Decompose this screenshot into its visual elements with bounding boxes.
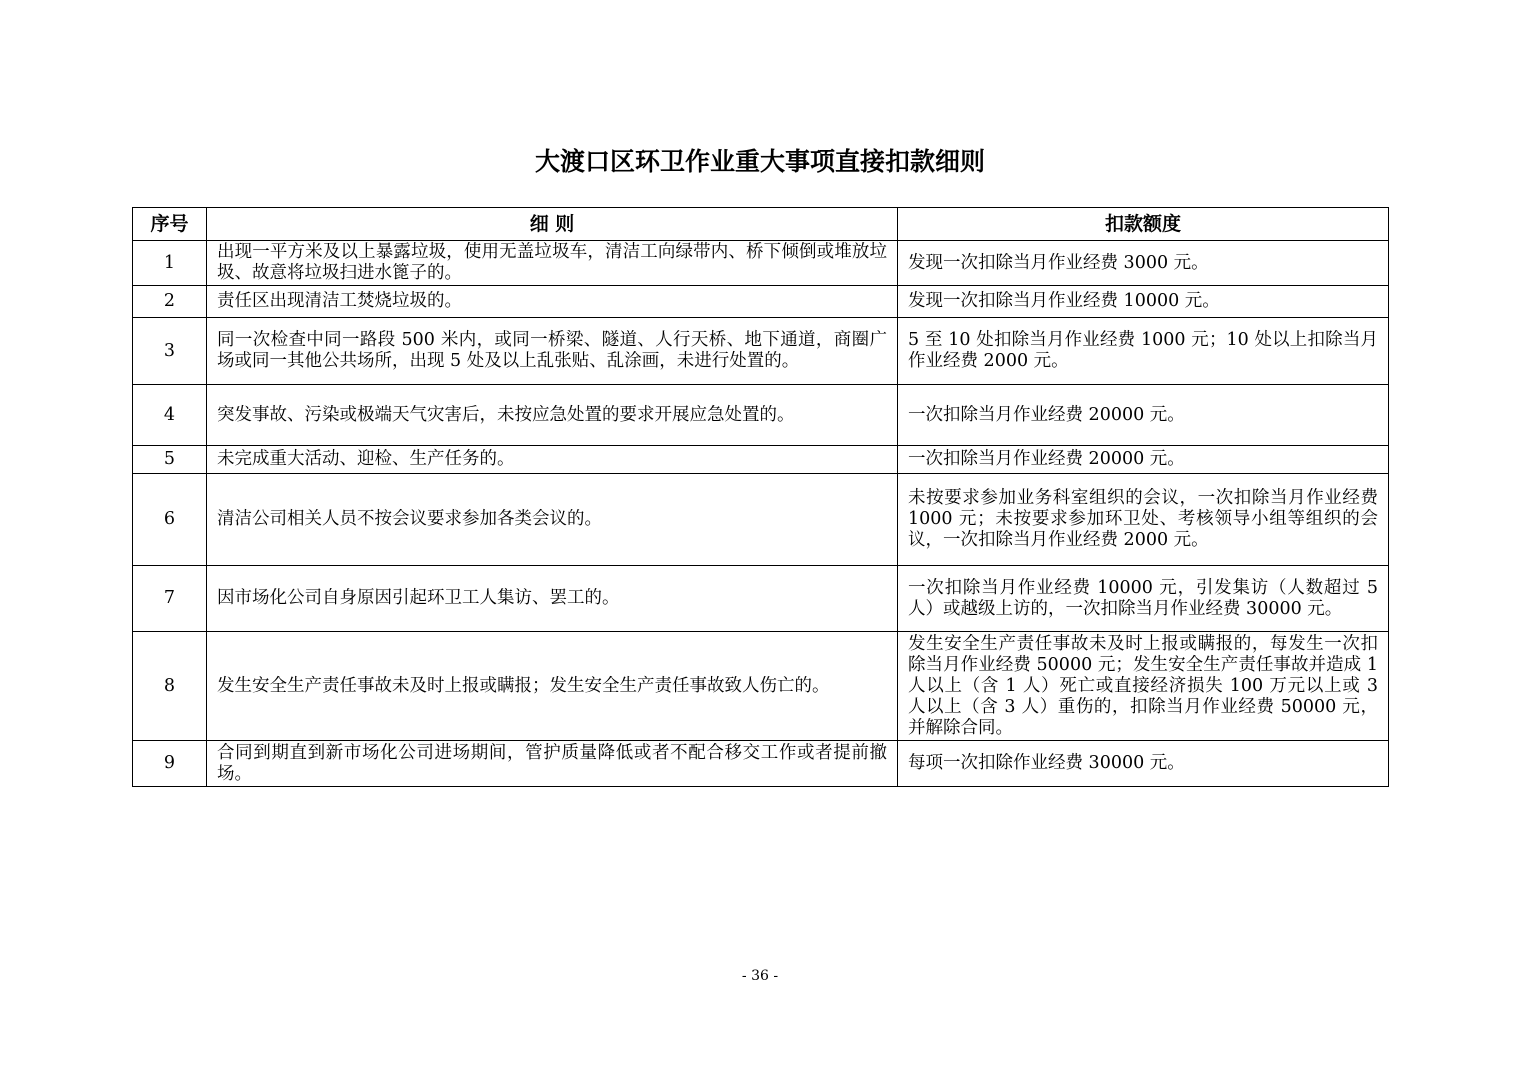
row-detail: 合同到期直到新市场化公司进场期间，管护质量降低或者不配合移交工作或者提前撤场。 xyxy=(207,741,898,787)
row-amount: 一次扣除当月作业经费 10000 元，引发集访（人数超过 5 人）或越级上访的，一次扣除当月作业经费 30000 元。 xyxy=(898,566,1389,632)
table-row xyxy=(133,632,1389,741)
row-no: 4 xyxy=(133,385,207,446)
row-detail: 因市场化公司自身原因引起环卫工人集访、罢工的。 xyxy=(207,566,898,632)
page-number: - 36 - xyxy=(741,968,779,984)
table-header-row xyxy=(133,208,1389,241)
row-amount: 5 至 10 处扣除当月作业经费 1000 元；10 处以上扣除当月作业经费 2000 元。 xyxy=(898,318,1389,385)
row-no: 6 xyxy=(133,474,207,566)
table-row xyxy=(133,318,1389,385)
row-detail: 发生安全生产责任事故未及时上报或瞒报；发生安全生产责任事故致人伤亡的。 xyxy=(207,632,898,741)
table-row xyxy=(133,385,1389,446)
row-no: 9 xyxy=(133,741,207,787)
row-detail: 清洁公司相关人员不按会议要求参加各类会议的。 xyxy=(207,474,898,566)
header-detail: 细 则 xyxy=(207,208,898,241)
table-row xyxy=(133,474,1389,566)
row-detail: 责任区出现清洁工焚烧垃圾的。 xyxy=(207,286,898,318)
row-no: 2 xyxy=(133,286,207,318)
row-amount: 发现一次扣除当月作业经费 3000 元。 xyxy=(898,241,1389,286)
row-no: 1 xyxy=(133,241,207,286)
table-row xyxy=(133,286,1389,318)
row-amount: 每项一次扣除作业经费 30000 元。 xyxy=(898,741,1389,787)
row-detail: 突发事故、污染或极端天气灾害后，未按应急处置的要求开展应急处置的。 xyxy=(207,385,898,446)
row-amount: 未按要求参加业务科室组织的会议，一次扣除当月作业经费 1000 元；未按要求参加环卫处、考核领导小组等组织的会议，一次扣除当月作业经费 2000 元。 xyxy=(898,474,1389,566)
row-amount: 发现一次扣除当月作业经费 10000 元。 xyxy=(898,286,1389,318)
header-amount: 扣款额度 xyxy=(898,208,1389,241)
deduction-rules-table xyxy=(132,207,1389,787)
header-no: 序号 xyxy=(133,208,207,241)
table-row xyxy=(133,446,1389,474)
row-amount: 一次扣除当月作业经费 20000 元。 xyxy=(898,446,1389,474)
table-row xyxy=(133,241,1389,286)
row-no: 7 xyxy=(133,566,207,632)
row-no: 8 xyxy=(133,632,207,741)
row-detail: 同一次检查中同一路段 500 米内，或同一桥梁、隧道、人行天桥、地下通道，商圈广场或同一其他公共场所，出现 5 处及以上乱张贴、乱涂画，未进行处置的。 xyxy=(207,318,898,385)
row-detail: 未完成重大活动、迎检、生产任务的。 xyxy=(207,446,898,474)
row-amount: 发生安全生产责任事故未及时上报或瞒报的，每发生一次扣除当月作业经费 50000 元；发生安全生产责任事故并造成 1 人以上（含 1 人）死亡或直接经济损失 100 万元以上或 3 人以上（含 3 人）重伤的，扣除当月作业经费 50000 元，并解除合同。 xyxy=(898,632,1389,741)
row-amount: 一次扣除当月作业经费 20000 元。 xyxy=(898,385,1389,446)
row-no: 5 xyxy=(133,446,207,474)
document-title: 大渡口区环卫作业重大事项直接扣款细则 xyxy=(534,147,985,176)
row-detail: 出现一平方米及以上暴露垃圾，使用无盖垃圾车，清洁工向绿带内、桥下倾倒或堆放垃圾、故意将垃圾扫进水篦子的。 xyxy=(207,241,898,286)
row-no: 3 xyxy=(133,318,207,385)
table-row xyxy=(133,741,1389,787)
table-row xyxy=(133,566,1389,632)
